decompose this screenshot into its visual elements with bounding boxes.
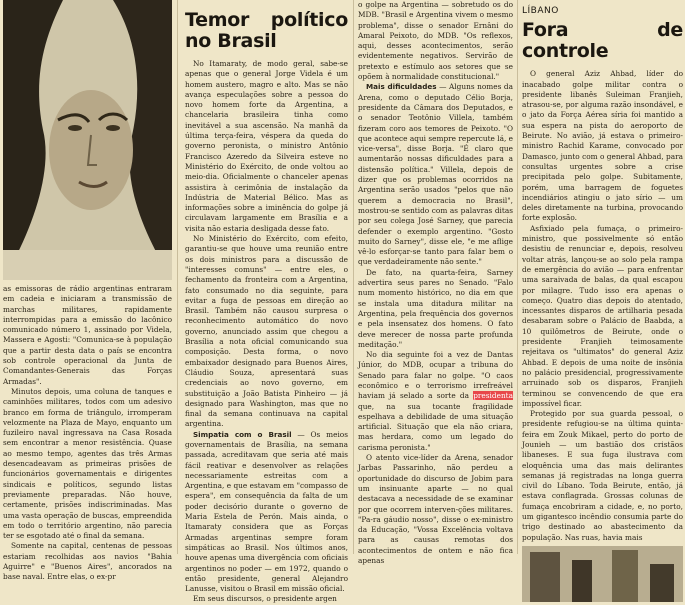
paragraph: O atento vice-líder da Arena, senador Jarbas Passarinho, não perdeu a oportunidade do discurso de Jobim para um insinuante aparte — no qual destacava a necessidade de se examinar por que ocorrem interven-ções militares. "Pa-ra gáudio nosso", disse o ex-ministro da Educação, "Vossa Excelência voltava para as causas remotas dos acontecimentos de ontem e não fica apenas <box>358 453 513 566</box>
paragraph: De fato, na quarta-feira, Sarney advertira seus pares no Senado. "Falo num momento histórico, no dia em que se instala uma ditadura militar na Argentina, pela frequência dos governos e pela insensatez dos homens. O fato deve merecer de nossa parte profunda meditação." <box>358 267 513 349</box>
section-kicker: LÍBANO <box>522 6 559 16</box>
street-illustration <box>522 546 683 602</box>
column-rule <box>177 0 178 554</box>
paragraph: — Os meios governamentais de Brasília, na semana passada, acreditavam que seria até mais fácil reativar e desenvolver as relações necessariamente estreitas com a Argentina, e que estavam em "compasso de espera", em consequência da falta de um poder decisório durante o governo de Maria Estela de Perón. Mais ainda, o Itamaraty considera que as Forças Armadas argentinas sempre foram simpáticas ao Brasil. Nos últimos anos, houve apenas uma divergência com oficiais argentinos no poder — em 1972, quando o então presidente, general Alejandro Lanusse, visitou o Brasil em missão oficial. <box>185 429 348 594</box>
paragraph: Minutos depois, uma coluna de tanques e caminhões militares, todos com um adesivo branco em forma de triângulo, irromperam velozmente na Plaza de Mayo, enquanto um fuzileiro naval ingressava na Casa Rosada sem encontrar a menor resistência. Quase ao mesmo tempo, agentes das três Armas desencadeavam as primeiras prisões de funcionários governamentais e dirigentes sindicais e políticos, segundo listas previamente preparadas. Não houve, certamente, prisões indiscriminadas. Mas uma vasta operação de buscas, empreendida em todo o território argentino, não parecia ter se esgotado até o final da semana. <box>3 386 172 541</box>
column-rule <box>353 0 354 554</box>
subheading: Simpatia com o Brasil <box>193 429 292 439</box>
column-brazil-reactions <box>358 0 513 566</box>
paragraph-part: que, na sua tocante fragilidade espelhava a debilidade de uma situação artificial. Situação que ela não criara, mas herdara, como um legado do carisma peronista." <box>358 401 513 452</box>
column-brazil-fear <box>185 0 348 605</box>
paragraph: No Itamaraty, de modo geral, sabe-se apenas que o general Jorge Videla é um homem austero, magro e alto. Mas se não avança especulações sobre a pessoa do novo homem forte da Argentina, a chancelaria brasileira tinha como inevitável a sua ascensão. Na manhã da última terça-feira, véspera da queda do governo peronista, o ministro Antônio Francisco Azeredo da Silveira esteve no Ministério do Exército, de onde voltou ao meio-dia. Oficialmente o chanceler apenas assistira à cerimônia de instalação da Indústria de Material Bélico. Mas as informações sobre a iminência do golpe já circulavam largamente em Brasília e a visita não estaria desligada desse fato. <box>185 59 348 233</box>
street-photo <box>522 546 683 602</box>
column-lebanon <box>522 0 683 602</box>
headline-lebanon: Fora de controle <box>522 19 683 63</box>
paragraph-part: No dia seguinte foi a vez de Dantas Júnior, do MDB, ocupar a tribuna do Senado para falar no golpe. "O caos econômico e o terrorismo irrefreável haviam já selado a sorte da <box>358 350 513 401</box>
paragraph: — Alguns nomes da Arena, como o deputado Célio Borja, presidente da Câmara dos Deputados, e o senador Teotônio Villela, também fizeram coro aos temores de Peixoto. "O que acontece aqui sempre repercute lá, e vice-versa", disse Borja. "É claro que aumentarão nossas dificuldades para a distensão política." Villela, depois de dizer que os problemas ocorridos na Argentina serão usados "pelos que não querem a democracia no Brasil", mostrou-se sentido com as palavras ditas por seu colega José Sarney, que parecia defender o exemplo argentino. "Gosto muito do Sarney", disse ele, "e me aflige vê-lo esforçar-se tanto para falar bem o que verdadeiramente não sente." <box>358 82 513 267</box>
paragraph: Asfixiado pela fumaça, o primeiro-ministro, que possivelmente só então desistiu de renunciar e, depois, resolveu voltar atrás, lançou-se ao solo pela rampa de emergência do avião — para enfrentar uma saraivada de balas, da qual escapou por milagre. Tudo isso era apenas o começo. Quatro dias depois do atentado, incessantes disparos de artilharia pesada desabaram sobre o Palácio de Baabda, a 10 quilômetros de Beirute, onde o presidente Franjieh teimosamente rejeitava os "ultimatos" do general Aziz Ahbad. E depois de uma noite de insônia no palácio presidencial, progressivamente arruinado sob os disparos, Franjieh terminou se convencendo de que era impossível ficar. <box>522 223 683 408</box>
paragraph: O general Aziz Ahbad, líder do inacabado golpe militar contra o presidente libanês Suleiman Franjieh, atrasou-se, por alguma razão insondável, e o jato da Força Aérea síria foi mantido a sua espera na pista do aeroporto de Beirute. No avião, já estava o primeiro-ministro Rachid Karame, convocado por Damasco, junto com o general Ahbad, para consultas urgentes sobre a crise precipitada pelo golpe. Subitamente, porém, uma barragem de foguetes incendiários atingiu o jato sírio — um deles diretamente na turbina, provocando forte explosão. <box>522 69 683 223</box>
column-argentina-coup <box>3 0 172 583</box>
highlighted-word[interactable]: presidenta <box>473 391 513 401</box>
paragraph: o golpe na Argentina — sobretudo os do MDB. "Brasil e Argentina vivem o mesmo problema", disse o senador Ernâni do Amaral Peixoto, do MDB. "Os reflexos, aqui, desses acontecimentos, serão evidentemente negativos. Servirão de pretexto e estímulo aos setores que se opõem à normalidade constitucional." <box>358 0 513 82</box>
portrait-illustration <box>3 0 172 280</box>
paragraph: as emissoras de rádio argentinas entraram em cadeia e iniciaram a transmissão de marchas militares, rapidamente interrompidas para a emissão do lacônico comunicado número 1, assinado por Videla, Massera e Agosti: "Comunica-se à população que a partir desta data o país se encontra sob controle operacional da Junta de Comandantes-Generais das Forças Armadas". <box>3 284 172 386</box>
column-rule <box>517 0 518 554</box>
paragraph: No Ministério do Exército, com efeito, garantiu-se que houve uma reunião entre os dois ministros para a discussão de "interesses comuns" — entre eles, o fechamento da fronteira com a Argentina, fato consumado no dia seguinte, para evitar a fuga de pessoas em direção ao Brasil. Também não causou surpresa o reconhecimento automático do novo governo, anunciado assim que chegou a Brasília a nota oficial comunicando sua composição. Desta forma, o novo embaixador designado para Buenos Aires, Cláudio Souza, apresentará suas credenciais ao novo governo, em substituição a João Batista Pinheiro — já designado para Washington, mas que no final da semana continuava na capital argentina. <box>185 234 348 429</box>
headline-brazil: Temor político no Brasil <box>185 9 348 52</box>
paragraph: Somente na capital, centenas de pessoas estariam recolhidas aos navios "Bahia Aguirre" e "Buenos Aires", ancorados na base naval. Entre elas, o ex-pr <box>3 541 172 582</box>
paragraph: Protegido por sua guarda pessoal, o presidente refugiou-se na última quinta-feira em Zouk Mikael, perto do porto de Jounieh — um bastião dos cristãos libaneses. E sua fuga ilustrava com eloquência uma das mais delirantes semanas já registradas na longa guerra civil do Líbano. Toda Beirute, então, já estava conflagrada. Grossas colunas de fumaça encobriram a cidade, e, no porto, um gigantesco incêndio consumia parte do trigo destinado ao abastecimento da população. Nas ruas, havia mais <box>522 409 683 542</box>
portrait-photo <box>3 0 172 280</box>
subheading: Mais dificuldades <box>366 82 437 92</box>
paragraph: Em seus discursos, o presidente argen <box>193 594 337 604</box>
